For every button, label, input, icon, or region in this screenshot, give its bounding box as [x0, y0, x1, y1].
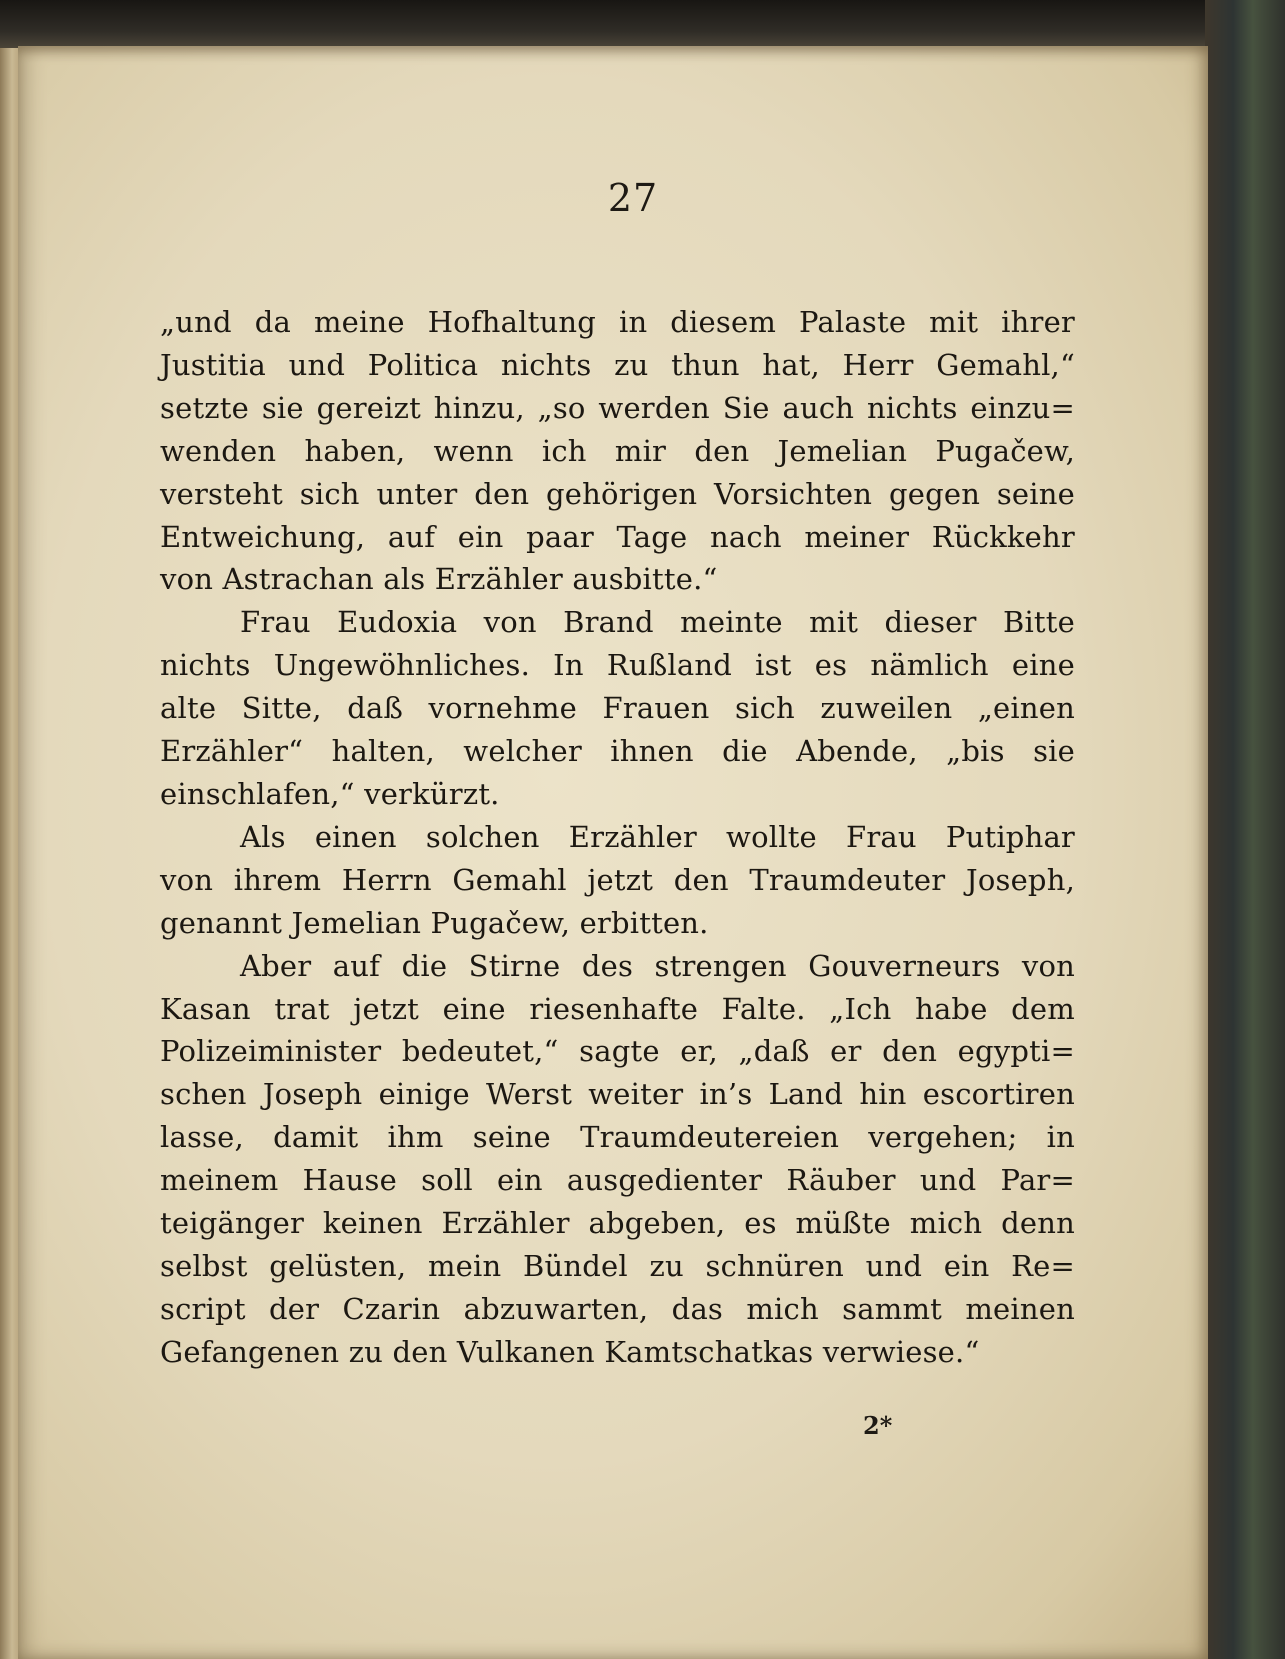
text-line: meinem Hause soll ein ausgedienter Räuber und Par=	[160, 1163, 1075, 1198]
text-line: versteht sich unter den gehörigen Vorsichten gegen seine	[160, 476, 1075, 511]
text-line: Polizeiminister bedeutet,“ sagte er, „daß er den egypti=	[160, 1034, 1075, 1069]
cover-right-edge	[1205, 0, 1285, 1659]
text-line: Justitia und Politica nichts zu thun hat, Herr Gemahl,“	[160, 347, 1075, 382]
text-line: Aber auf die Stirne des strengen Gouverneurs von	[240, 948, 1075, 983]
text-line: Erzähler“ halten, welcher ihnen die Abende, „bis sie	[160, 734, 1075, 769]
text-line: Kasan trat jetzt eine riesenhafte Falte. „Ich habe dem	[160, 991, 1075, 1026]
signature-mark: 2*	[863, 1411, 893, 1440]
text-line: von Astrachan als Erzähler ausbitte.“	[160, 562, 718, 597]
book-page	[18, 46, 1208, 1659]
text-line: selbst gelüsten, mein Bündel zu schnüren und ein Re=	[160, 1248, 1075, 1283]
text-line: lasse, damit ihm seine Traumdeutereien vergehen; in	[160, 1120, 1075, 1155]
page-number: 27	[607, 176, 659, 220]
text-line: genannt Jemelian Pugačew, erbitten.	[160, 905, 709, 940]
text-line: Entweichung, auf ein paar Tage nach meiner Rückkehr	[160, 519, 1075, 554]
text-line: teigänger keinen Erzähler abgeben, es müßte mich denn	[160, 1206, 1075, 1241]
text-line: schen Joseph einige Werst weiter in’s Land hin escortiren	[160, 1077, 1075, 1112]
text-line: Frau Eudoxia von Brand meinte mit dieser Bitte	[240, 605, 1075, 640]
text-line: Gefangenen zu den Vulkanen Kamtschatkas verwiese.“	[160, 1334, 980, 1369]
text-line: einschlafen,“ verkürzt.	[160, 776, 500, 811]
text-line: setzte sie gereizt hinzu, „so werden Sie auch nichts einzu=	[160, 390, 1075, 425]
paragraph-4	[160, 945, 1075, 1374]
text-line: nichts Ungewöhnliches. In Rußland ist es nämlich eine	[160, 648, 1075, 683]
text-line: alte Sitte, daß vornehme Frauen sich zuweilen „einen	[160, 691, 1075, 726]
paragraph-2	[160, 601, 1075, 816]
text-line: von ihrem Herrn Gemahl jetzt den Traumdeuter Joseph,	[160, 862, 1075, 897]
text-line: „und da meine Hofhaltung in diesem Palaste mit ihrer	[160, 305, 1075, 339]
paragraph-1	[160, 301, 1075, 601]
paragraph-3	[160, 816, 1075, 945]
text-line: Als einen solchen Erzähler wollte Frau Putiphar	[240, 819, 1075, 854]
left-page-edge	[0, 48, 20, 1659]
cover-top-edge	[0, 0, 1285, 52]
text-line: script der Czarin abzuwarten, das mich sammt meinen	[160, 1291, 1075, 1326]
body-text	[160, 301, 1075, 1374]
text-line: wenden haben, wenn ich mir den Jemelian Pugačew,	[160, 433, 1075, 468]
